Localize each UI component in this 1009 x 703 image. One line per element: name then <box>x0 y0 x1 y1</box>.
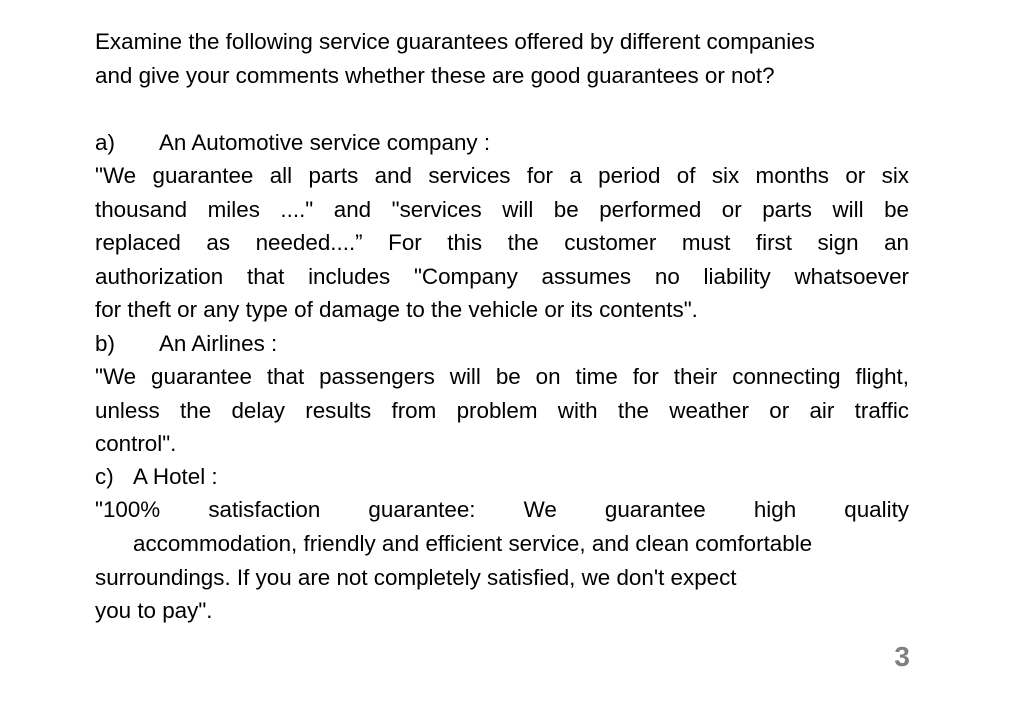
page-number: 3 <box>894 641 910 672</box>
item-c-label: c) <box>95 464 114 489</box>
item-a-line-3: replaced as needed....” For this the customer must first sign an <box>95 230 909 255</box>
item-b-heading <box>95 332 909 356</box>
item-a-label: a) <box>95 130 115 155</box>
item-a-line-5: for theft or any type of damage to the vehicle or its contents". <box>95 297 698 322</box>
item-a-title: An Automotive service company : <box>159 130 491 155</box>
item-c-heading <box>95 465 909 489</box>
item-b-line-3: control". <box>95 431 177 456</box>
item-b-line-1: "We guarantee that passengers will be on time for their connecting flight, <box>95 364 909 389</box>
item-c-line-1: "100% satisfaction guarantee: We guarantee high quality <box>95 497 909 522</box>
item-c-line-2: accommodation, friendly and efficient service, and clean comfortable <box>133 531 813 556</box>
item-c-line-4: you to pay". <box>95 598 213 623</box>
item-b-line-2: unless the delay results from problem with the weather or air traffic <box>95 398 909 423</box>
intro-line-2: and give your comments whether these are good guarantees or not? <box>95 63 775 88</box>
item-a-heading <box>95 131 909 155</box>
item-a-line-4: authorization that includes "Company assumes no liability whatsoever <box>95 264 909 289</box>
intro-line-1: Examine the following service guarantees offered by different companies <box>95 29 815 54</box>
item-c-title: A Hotel : <box>133 464 218 489</box>
item-c-line-3: surroundings. If you are not completely satisfied, we don't expect <box>95 565 737 590</box>
item-a-line-1: "We guarantee all parts and services for a period of six months or six <box>95 163 909 188</box>
item-b-title: An Airlines : <box>159 331 278 356</box>
item-a-line-2: thousand miles ...." and "services will be performed or parts will be <box>95 197 909 222</box>
item-b-label: b) <box>95 331 115 356</box>
